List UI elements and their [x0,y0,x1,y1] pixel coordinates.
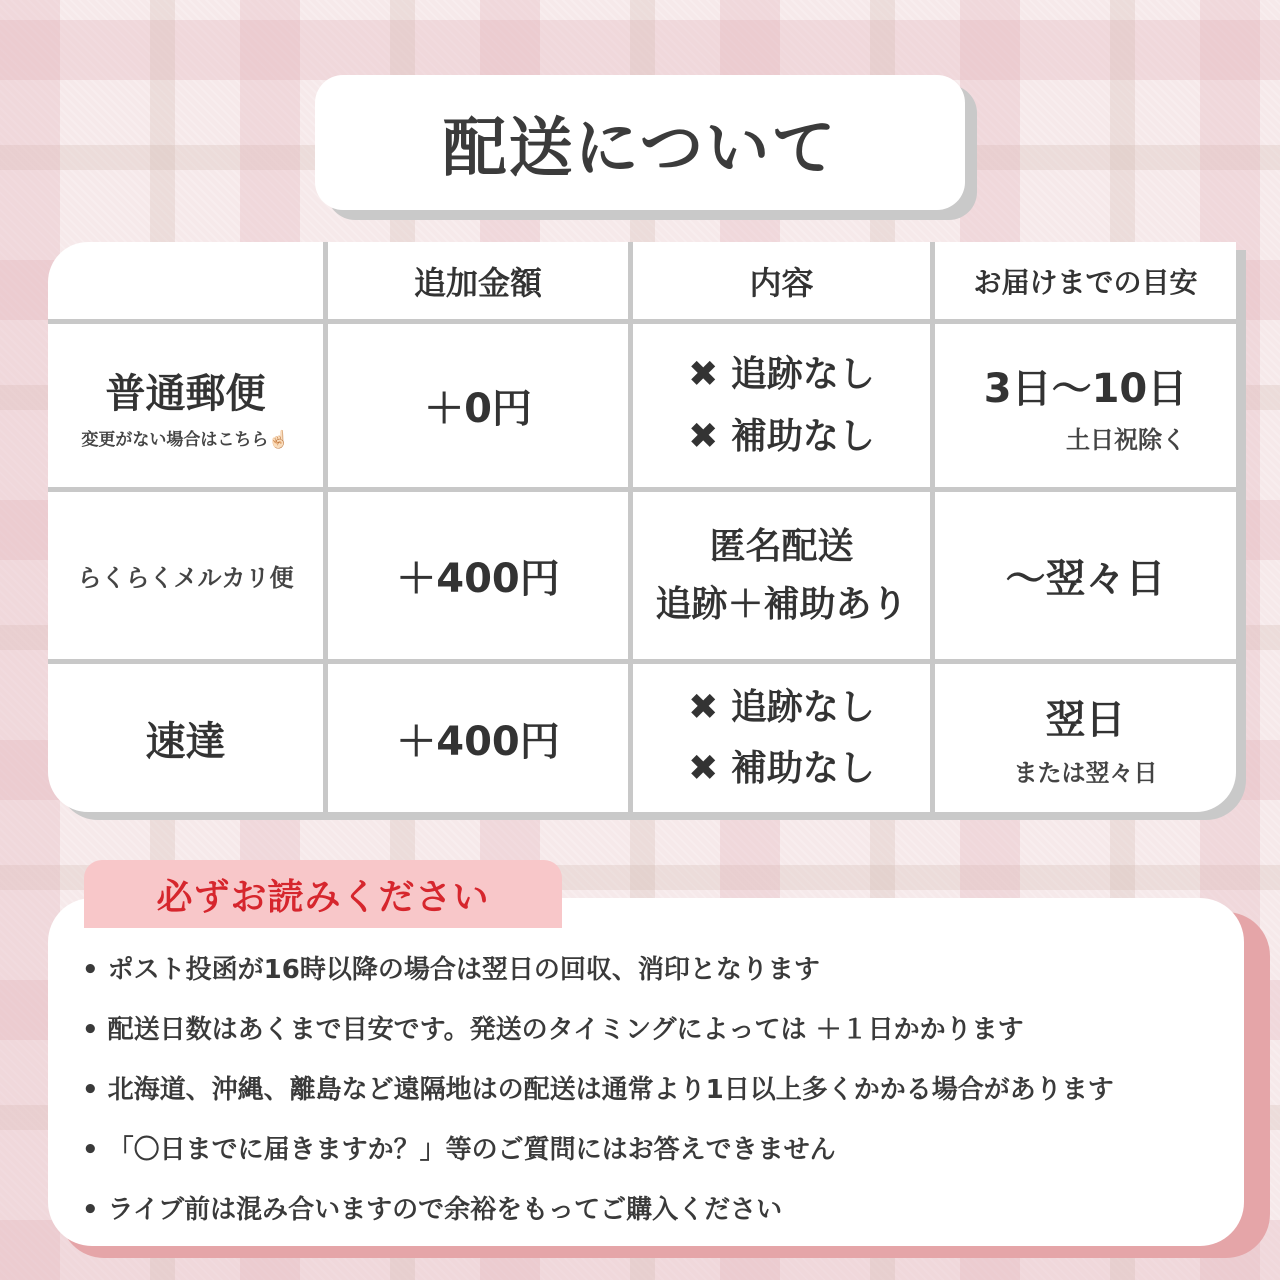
header-content: 内容 [633,242,935,324]
content-line: ✖ 追跡なし [688,686,875,728]
page-title: 配送について [442,111,838,186]
method-label: 速達 [145,718,226,765]
notice-item: • 配送日数はあくまで目安です。発送のタイミングによっては ＋１日かかります [82,1015,1024,1045]
notice-heading: 必ずお読みください [156,876,490,918]
notice-item: • 北海道、沖縄、離島など遠隔地はの配送は通常より1日以上多くかかる場合があります [82,1075,1114,1105]
notice-item: • ライブ前は混み合いますので余裕をもってご購入ください [82,1195,783,1225]
eta-note: 土日祝除く [1066,425,1186,454]
notice-list [82,945,1242,1245]
eta-cell [935,664,1236,812]
method-note: 変更がない場合はこちら☝🏻 [81,429,290,450]
shipping-table [48,242,1236,812]
row-express-method [48,664,328,812]
eta-value: 3日〜10日 [983,365,1188,412]
price-cell: ＋400円 [328,492,633,664]
header-empty-cell [48,242,328,324]
eta-note: または翌々日 [1013,759,1158,787]
content-cell [633,492,935,664]
content-line: ✖ 補助なし [688,415,875,457]
method-label: らくらくメルカリ便 [77,564,294,592]
eta-cell [935,324,1236,492]
notice-heading-tab [84,860,562,928]
price-cell: ＋400円 [328,664,633,812]
content-cell [633,664,935,812]
header-additional-fee: 追加金額 [328,242,633,324]
content-line: 匿名配送 [709,525,854,567]
header-delivery-estimate: お届けまでの目安 [935,242,1236,324]
notice-item: • ポスト投函が16時以降の場合は翌日の回収、消印となります [82,955,820,985]
eta-value: 翌日 [1045,697,1126,743]
eta-cell: 〜翌々日 [935,492,1236,664]
method-label: 普通郵便 [105,370,266,417]
row-regular-mail-method [48,324,328,492]
price-cell: ＋0円 [328,324,633,492]
title-card [315,75,965,210]
content-line: ✖ 追跡なし [688,354,875,396]
content-line: ✖ 補助なし [688,748,875,789]
content-cell [633,324,935,492]
content-line: 追跡＋補助あり [655,583,908,625]
row-rakuraku-method [48,492,328,664]
notice-item: • 「〇日までに届きますか？」等のご質問にはお答えできません [82,1135,836,1165]
